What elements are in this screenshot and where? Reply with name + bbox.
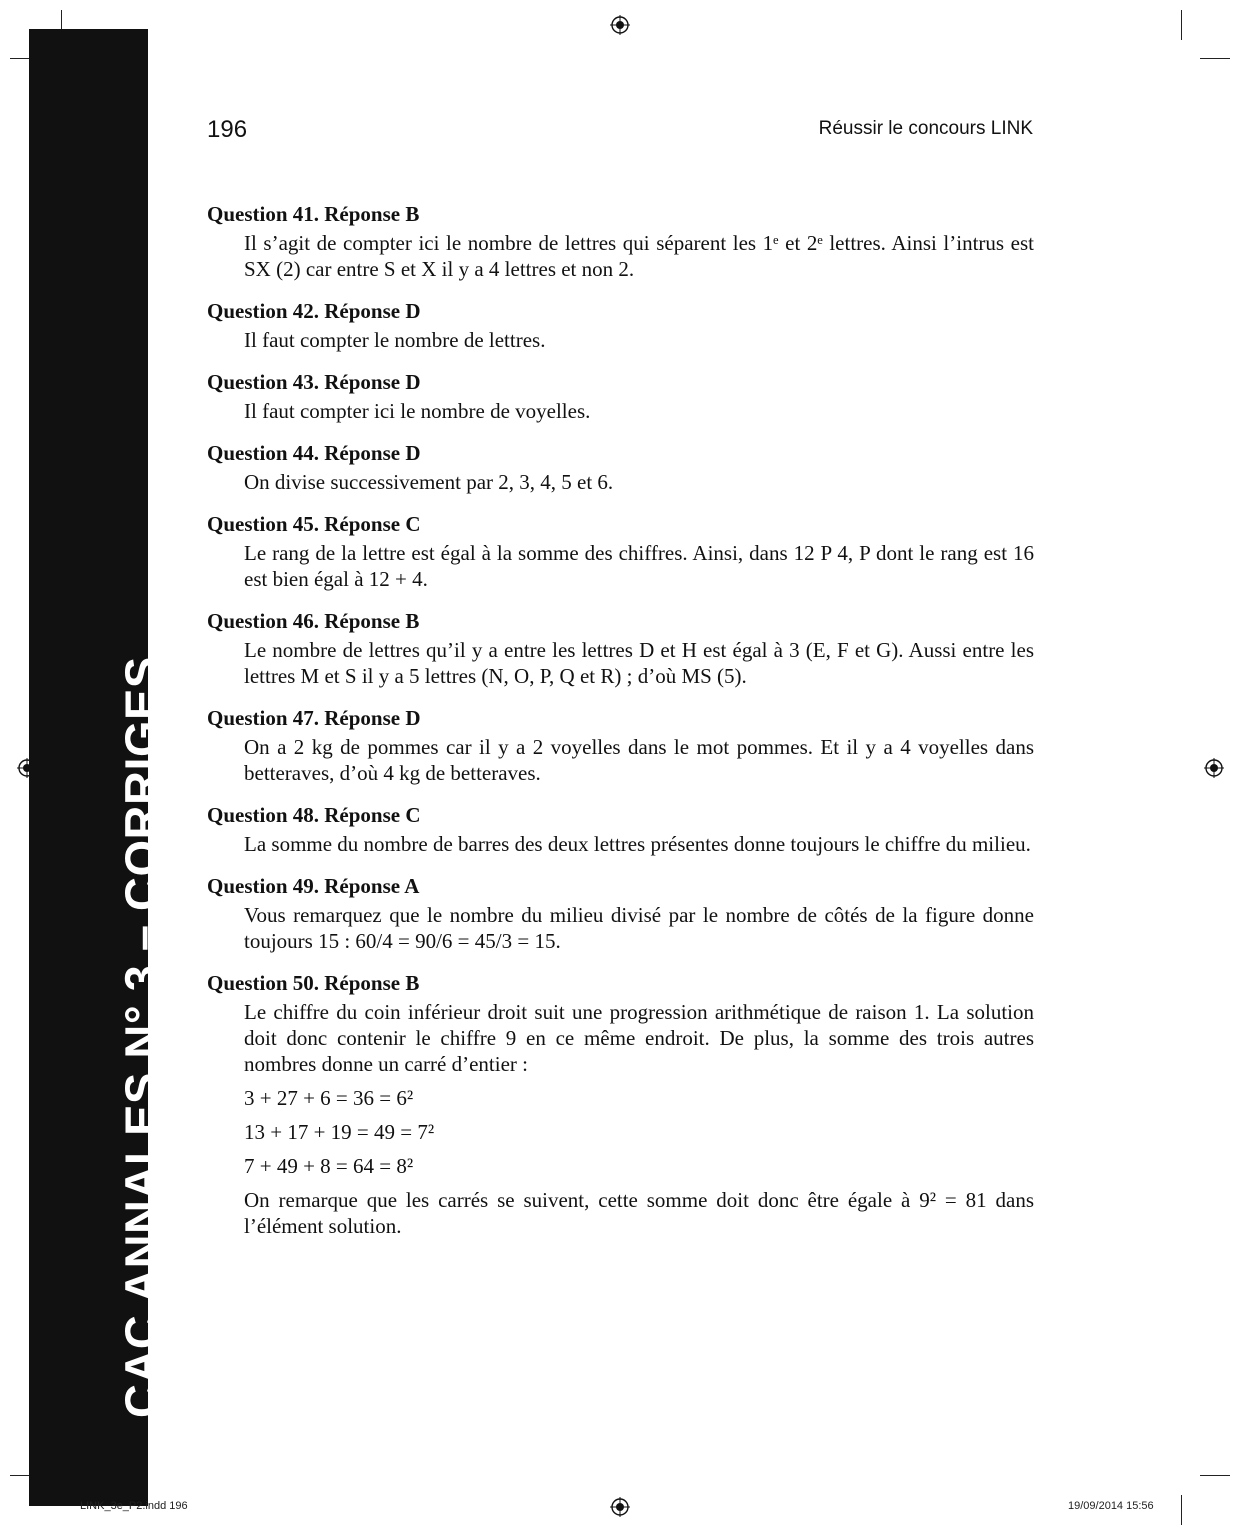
question-explanation xyxy=(244,831,1034,857)
sidebar-chapter-title: CAC ANNALES N° 3 – CORRIGES xyxy=(115,656,168,1418)
question-explanation xyxy=(244,469,1034,495)
question-heading: Question 44. Réponse D xyxy=(207,441,421,465)
question-block xyxy=(207,369,1034,424)
crop-mark xyxy=(1200,1475,1230,1476)
print-slug-file: LINK_3e_P2.indd 196 xyxy=(80,1500,188,1512)
question-heading: Question 41. Réponse B xyxy=(207,202,420,226)
print-slug-timestamp: 19/09/2014 15:56 xyxy=(1068,1500,1154,1512)
explanation-paragraph: Il faut compter le nombre de lettres. xyxy=(244,328,546,352)
formula-line: 3 + 27 + 6 = 36 = 6² xyxy=(244,1086,414,1110)
question-block xyxy=(207,511,1034,592)
explanation-paragraph: On divise successivement par 2, 3, 4, 5 et 6. xyxy=(244,470,614,494)
crop-mark xyxy=(1200,58,1230,59)
registration-mark-icon xyxy=(1204,758,1224,778)
question-heading: Question 49. Réponse A xyxy=(207,874,420,898)
question-block xyxy=(207,802,1034,857)
question-explanation xyxy=(244,540,1034,592)
question-explanation xyxy=(244,637,1034,689)
crop-mark xyxy=(1181,1495,1182,1525)
question-block xyxy=(207,440,1034,495)
question-heading: Question 45. Réponse C xyxy=(207,512,421,536)
question-explanation xyxy=(244,902,1034,954)
question-block xyxy=(207,608,1034,689)
explanation-paragraph: Le nombre de lettres qu’il y a entre les lettres D et H est égal à 3 (E, F et G). Aussi entre les lettres M et S il y a 5 lettres (N, O, P, Q et R) ; d’où MS (5). xyxy=(244,638,1034,688)
explanation-paragraph: Il s’agit de compter ici le nombre de lettres qui séparent les 1ᵉ et 2ᵉ lettres. Ainsi l’intrus est SX (2) car entre S et X il y a 4 lettres et non 2. xyxy=(244,231,1034,281)
crop-mark xyxy=(1181,10,1182,40)
page-number: 196 xyxy=(207,116,248,143)
explanation-paragraph: Il faut compter ici le nombre de voyelles. xyxy=(244,399,591,423)
running-header-title: Réussir le concours LINK xyxy=(818,118,1033,139)
question-heading: Question 43. Réponse D xyxy=(207,370,421,394)
question-heading: Question 47. Réponse D xyxy=(207,706,421,730)
question-block xyxy=(207,298,1034,353)
explanation-conclusion: On remarque que les carrés se suivent, cette somme doit donc être égale à 9² = 81 dans l’élément solution. xyxy=(244,1188,1034,1238)
formula-line: 13 + 17 + 19 = 49 = 7² xyxy=(244,1120,435,1144)
question-block xyxy=(207,201,1034,282)
question-heading: Question 46. Réponse B xyxy=(207,609,420,633)
registration-mark-icon xyxy=(610,15,630,35)
question-explanation xyxy=(244,734,1034,786)
question-block xyxy=(207,970,1034,1239)
question-heading: Question 42. Réponse D xyxy=(207,299,421,323)
explanation-paragraph: On a 2 kg de pommes car il y a 2 voyelles dans le mot pommes. Et il y a 4 voyelles dans betteraves, d’où 4 kg de betteraves. xyxy=(244,735,1034,785)
question-explanation xyxy=(244,230,1034,282)
explanation-paragraph: La somme du nombre de barres des deux lettres présentes donne toujours le chiffre du milieu. xyxy=(244,832,1031,856)
question-heading: Question 48. Réponse C xyxy=(207,803,421,827)
question-block xyxy=(207,873,1034,954)
formula-line: 7 + 49 + 8 = 64 = 8² xyxy=(244,1154,414,1178)
question-heading: Question 50. Réponse B xyxy=(207,971,420,995)
explanation-paragraph: Le rang de la lettre est égal à la somme des chiffres. Ainsi, dans 12 P 4, P dont le rang est 16 est bien égal à 12 + 4. xyxy=(244,541,1034,591)
answers-section xyxy=(207,201,1034,1255)
registration-mark-icon xyxy=(610,1497,630,1517)
question-explanation xyxy=(244,999,1034,1239)
explanation-paragraph: Vous remarquez que le nombre du milieu divisé par le nombre de côtés de la figure donne toujours 15 : 60/4 = 90/6 = 45/3 = 15. xyxy=(244,903,1034,953)
question-block xyxy=(207,705,1034,786)
question-explanation xyxy=(244,398,1034,424)
question-explanation xyxy=(244,327,1034,353)
explanation-paragraph: Le chiffre du coin inférieur droit suit une progression arithmétique de raison 1. La solution doit donc contenir le chiffre 9 en ce même endroit. De plus, la somme des trois autres nombres donne un carré d’entier : xyxy=(244,1000,1034,1076)
